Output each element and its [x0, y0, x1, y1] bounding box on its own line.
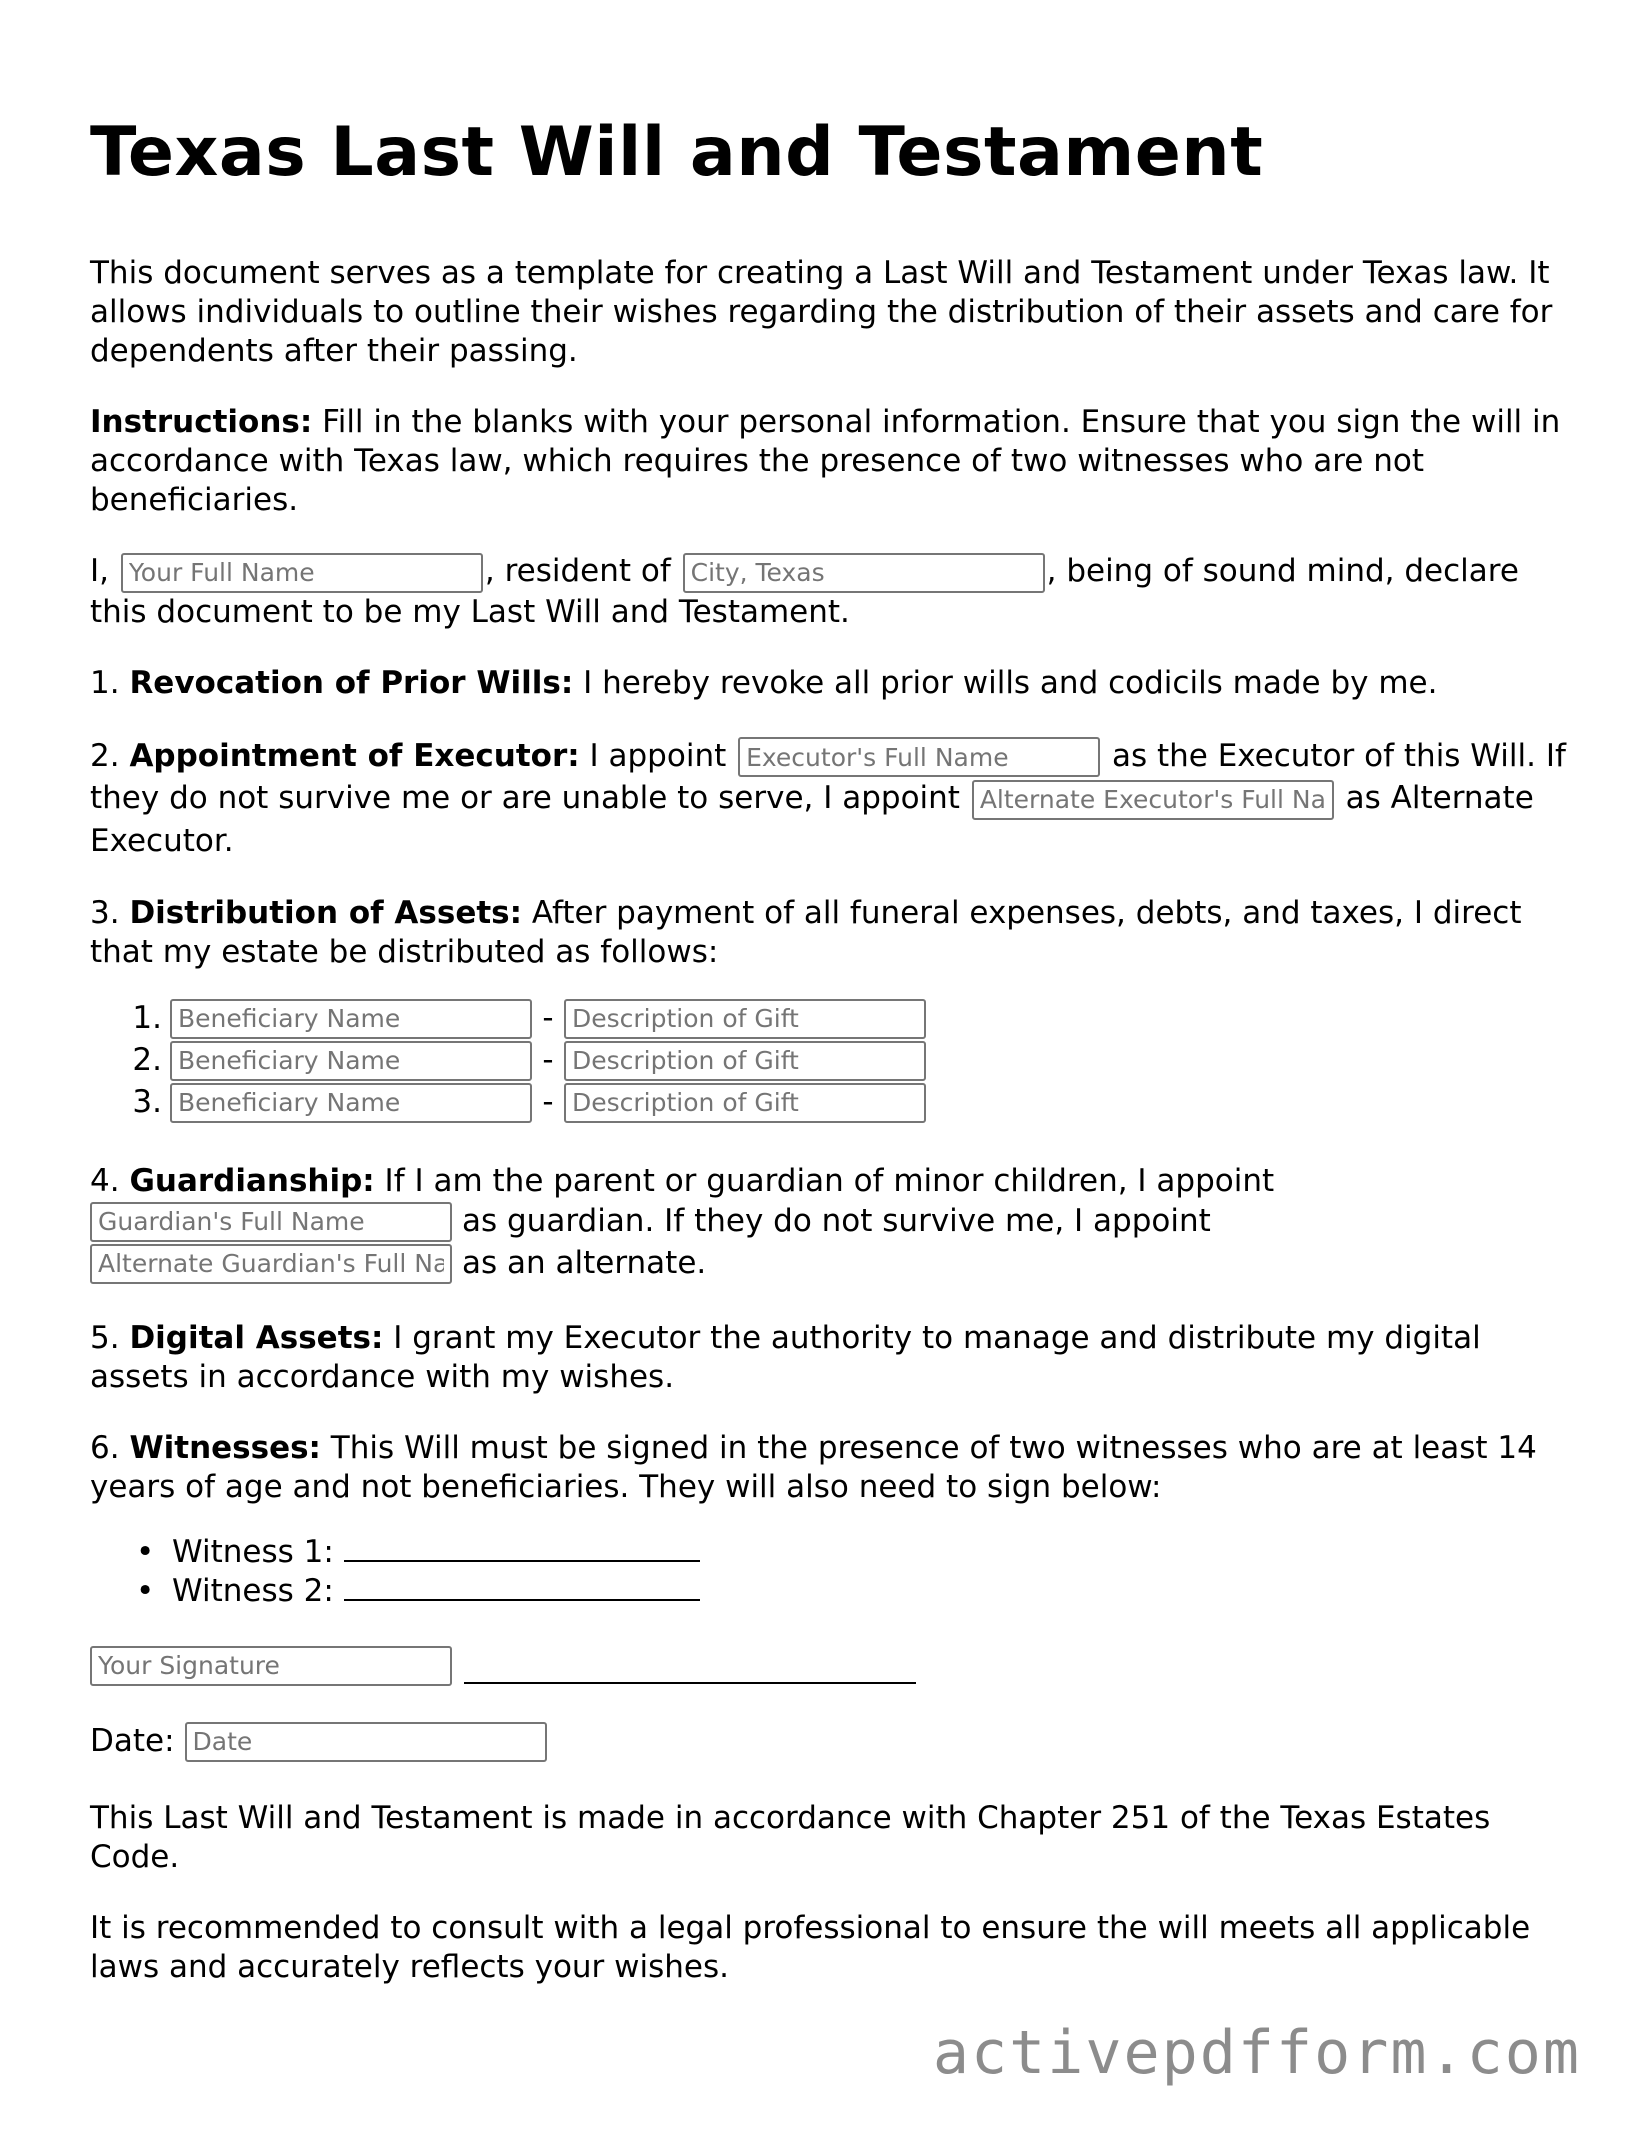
beneficiary-name-input[interactable]: [170, 999, 532, 1039]
date-row: [90, 1721, 1570, 1763]
instructions-label: Instructions:: [90, 404, 313, 440]
gift-row: [90, 1040, 1570, 1082]
page-title: Texas Last Will and Testament: [90, 113, 1264, 192]
gift-number: 3.: [132, 1084, 162, 1120]
executor-text-c: as Alternate Executor.: [90, 780, 1534, 859]
instructions-paragraph: [90, 403, 1570, 520]
witness-item: [90, 1572, 1570, 1611]
section-number: 6.: [90, 1429, 130, 1466]
witness-signature-line[interactable]: [344, 1598, 700, 1601]
date-input[interactable]: [185, 1722, 547, 1762]
gift-description-input[interactable]: [564, 1041, 926, 1081]
guardianship-text-c: as an alternate.: [462, 1245, 707, 1281]
alternate-guardian-input[interactable]: [90, 1244, 452, 1284]
declaration-paragraph: [90, 552, 1570, 632]
full-name-input[interactable]: [121, 553, 483, 593]
witness-label: Witness 2:: [172, 1572, 344, 1609]
signature-input[interactable]: [90, 1646, 452, 1686]
gift-dash: -: [542, 1000, 554, 1036]
guardian-name-input[interactable]: [90, 1202, 452, 1242]
section-text: I grant my Executor the authority to manage and distribute my digital assets in accordance with my wishes.: [90, 1319, 1481, 1395]
section-text: After payment of all funeral expenses, debts, and taxes, I direct that my estate be distributed as follows:: [90, 894, 1522, 970]
alternate-executor-input[interactable]: [972, 780, 1334, 820]
closing-paragraph-2: It is recommended to consult with a legal professional to ensure the will meets all applicable laws and accurately reflects your wishes.: [90, 1909, 1531, 1985]
alternate-guardian-line: [90, 1243, 1570, 1285]
city-input[interactable]: [683, 553, 1045, 593]
section-label: Distribution of Assets:: [129, 894, 523, 931]
gift-dash: -: [542, 1042, 554, 1078]
gift-row: [90, 1082, 1570, 1124]
gift-list: [90, 998, 1570, 1124]
section-number: 4.: [90, 1162, 130, 1199]
beneficiary-name-input[interactable]: [170, 1083, 532, 1123]
section-guardianship: [90, 1162, 1570, 1285]
section-text: This Will must be signed in the presence of two witnesses who are at least 14 years of age and not beneficiaries. They will also need to sign below:: [90, 1429, 1537, 1505]
section-label: Revocation of Prior Wills:: [129, 664, 574, 701]
witness-signature-line[interactable]: [344, 1559, 700, 1562]
section-number: 2.: [90, 737, 130, 774]
section-distribution: [90, 894, 1570, 972]
gift-description-input[interactable]: [564, 999, 926, 1039]
date-label: Date:: [90, 1723, 175, 1759]
guardian-line: [90, 1201, 1570, 1243]
section-executor: [90, 735, 1570, 862]
section-witnesses: [90, 1429, 1570, 1507]
section-number: 5.: [90, 1319, 130, 1356]
document-content: [90, 108, 1570, 2019]
witness-label: Witness 1:: [172, 1533, 344, 1570]
declaration-prefix: I,: [90, 553, 119, 589]
gift-description-input[interactable]: [564, 1083, 926, 1123]
guardianship-heading-line: [90, 1162, 1570, 1201]
gift-number: 1.: [132, 1000, 162, 1036]
section-digital-assets: [90, 1319, 1570, 1397]
guardianship-text-a: If I am the parent or guardian of minor children, I appoint: [374, 1162, 1275, 1199]
declaration-suffix: , being of sound mind, declare this document to be my Last Will and Testament.: [90, 553, 1519, 630]
section-label: Digital Assets:: [129, 1319, 384, 1356]
gift-dash: -: [542, 1084, 554, 1120]
section-number: 1.: [90, 664, 130, 701]
witness-item: [90, 1533, 1570, 1572]
executor-text-a: I appoint: [579, 737, 737, 774]
instructions-text: Fill in the blanks with your personal information. Ensure that you sign the will in accordance with Texas law, which requires the presence of two witnesses who are not beneficiaries.: [90, 404, 1561, 518]
gift-row: [90, 998, 1570, 1040]
witness-list: [90, 1533, 1570, 1611]
gift-number: 2.: [132, 1042, 162, 1078]
signature-line[interactable]: [464, 1682, 916, 1684]
signature-row: [90, 1645, 1570, 1687]
declaration-middle: , resident of: [484, 553, 681, 589]
section-revocation: [90, 664, 1570, 703]
intro-paragraph: This document serves as a template for creating a Last Will and Testament under Texas law. It allows individuals to outline their wishes regarding the distribution of their assets and care for dependents after their passing.: [90, 255, 1553, 369]
beneficiary-name-input[interactable]: [170, 1041, 532, 1081]
section-label: Guardianship:: [129, 1162, 375, 1199]
closing-paragraph-1: This Last Will and Testament is made in accordance with Chapter 251 of the Texas Estates Code.: [90, 1799, 1491, 1875]
section-text: I hereby revoke all prior wills and codicils made by me.: [573, 664, 1438, 701]
watermark: activepdfform.com: [932, 2018, 1581, 2088]
section-number: 3.: [90, 894, 130, 931]
section-label: Witnesses:: [129, 1429, 321, 1466]
executor-text-b: as the Executor of this Will. If they do not survive me or are unable to serve, I appoint: [90, 737, 1566, 816]
section-label: Appointment of Executor:: [129, 737, 580, 774]
executor-name-input[interactable]: [738, 737, 1100, 777]
guardianship-text-b: as guardian. If they do not survive me, I appoint: [462, 1203, 1211, 1239]
